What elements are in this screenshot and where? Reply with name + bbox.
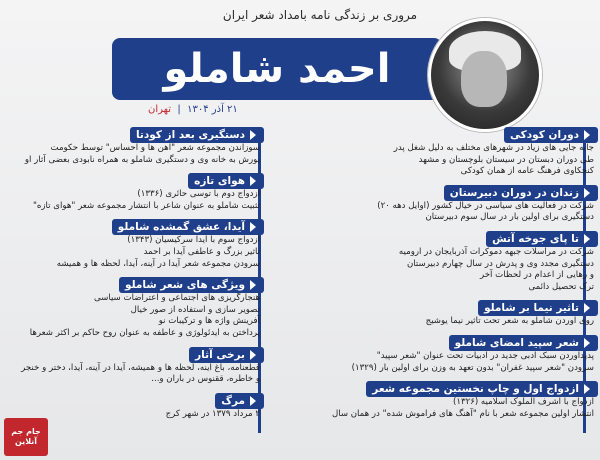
birth-date: ۲۱ آذر ۱۳۰۴ | تهران: [148, 104, 238, 115]
section-line: ازدواج دوم با توسی حائری (۱۳۳۶): [137, 189, 260, 200]
section-line: شرکت در فعالیت های سیاسی در خیال کشور (اوایل دهه ۲۰): [377, 200, 594, 211]
section-line: پرداختن به ایدئولوژی و عاطفه به عنوان روح حاکم بر اکثر شعرها: [29, 327, 260, 338]
arrow-icon: [250, 222, 256, 232]
arrow-icon: [584, 234, 590, 244]
section-line: کنجکاوی فرهنگ عامه از همان کودکی: [460, 166, 594, 177]
section-heading: [112, 219, 264, 235]
arrow-icon: [250, 176, 256, 186]
section-line: یورش به خانه وی و دستگیری شاملو به همراه نابودی بعضی آثار او: [24, 154, 260, 165]
section-line: قطعنامه، باغ آینه، لحظه ها و همیشه، آیدا در آینه، آیدا، دختر و خنجر: [21, 362, 260, 373]
right-column: [302, 123, 598, 423]
timeline-section: [302, 227, 598, 293]
birth-date-text: ۲۱ آذر ۱۳۰۴: [187, 104, 238, 115]
publisher-logo: [4, 418, 48, 456]
section-heading: [444, 185, 598, 201]
section-line: ازدواج سوم با آیدا سرکیسیان (۱۳۴۳): [127, 235, 260, 246]
timeline-section: [302, 331, 598, 374]
timeline-section: [14, 389, 264, 421]
section-line: دستگیری برای اولین بار در سال سوم دبیرستان: [425, 212, 594, 223]
section-heading-text: تاثیر نیما بر شاملو: [484, 302, 579, 315]
section-line: ازدواج با اشرف الملوک اسلامیه (۱۳۲۶): [452, 397, 594, 408]
birth-city: تهران: [148, 104, 172, 115]
section-line: پدیدآوردن سبک ادبی جدید در ادبیات تحت عنوان "شعر سپید": [376, 350, 594, 361]
section-heading-text: ویژگی های شعر شاملو: [125, 279, 245, 292]
section-line: سوزاندن مجموعه شعر "آهن ها و احساس" توسط حکومت: [50, 143, 260, 153]
section-heading-text: زندان در دوران دبیرستان: [449, 186, 579, 199]
timeline-section: [302, 123, 598, 178]
section-heading-text: مرگ: [221, 394, 245, 407]
section-line: تصویر سازی و استفاده از صور خیال: [130, 304, 260, 315]
section-heading: [119, 277, 264, 293]
timeline-section: [14, 215, 264, 270]
section-heading: [486, 231, 598, 247]
arrow-icon: [250, 350, 256, 360]
section-line: و رهایی از اعدام در لحظات آخر: [479, 270, 594, 281]
section-line: دستگیری مجدد وی و پدرش در سال چهارم دبیرستان: [406, 258, 594, 269]
subtitle: مروری بر زندگی نامه بامداد شعر ایران: [222, 8, 418, 22]
section-line: آفرینش واژه ها و ترکیبات نو: [158, 316, 260, 327]
section-line: ترک تحصیل دائمی: [528, 281, 594, 292]
timeline-section: [302, 181, 598, 224]
arrow-icon: [584, 384, 590, 394]
section-line: تثبیت شاملو به عنوان شاعر با انتشار مجموعه شعر "هوای تازه": [32, 200, 260, 211]
portrait-face: [461, 51, 507, 107]
section-heading: [189, 347, 264, 363]
logo-line2: آنلاین: [14, 437, 38, 446]
section-heading-text: برخی آثار: [195, 348, 245, 361]
section-heading-text: آیدا، عشق گمشده شاملو: [117, 221, 245, 234]
section-heading-text: دوران کودکی: [510, 129, 579, 141]
section-heading-text: دستگیری بعد از کودتا: [135, 129, 245, 141]
arrow-icon: [584, 338, 590, 348]
section-line: تاثیر بزرگ و عاطفی آیدا بر احمد: [143, 246, 260, 257]
page-title: احمد شاملو: [112, 38, 442, 100]
portrait-photo: [428, 18, 542, 132]
logo-line1: جام جم: [11, 427, 41, 436]
section-line: ۲ مرداد ۱۳۷۹ در شهر کرج: [165, 408, 260, 419]
timeline-section: [302, 296, 598, 328]
timeline-section: [14, 273, 264, 339]
section-heading-text: هوای تازه: [194, 175, 245, 188]
arrow-icon: [584, 188, 590, 198]
section-heading: [366, 381, 598, 397]
section-heading-text: شعر سپید امضای شاملو: [454, 336, 579, 349]
section-line: انتشار اولین مجموعه شعر با نام "آهنگ های فراموش شده" در همان سال: [331, 408, 594, 419]
section-line: سرودن "شعر سپید غفران" بدون تعهد به وزن برای اولین بار (۱۳۲۹): [351, 362, 594, 373]
section-heading: [449, 335, 598, 351]
arrow-icon: [250, 280, 256, 290]
section-heading: [188, 173, 264, 189]
section-line: جابه جایی های زیاد در شهرهای مختلف به دلیل شغل پدر: [393, 143, 594, 153]
left-column: [14, 123, 264, 423]
arrow-icon: [584, 130, 590, 140]
arrow-icon: [584, 303, 590, 313]
section-heading: [504, 127, 598, 143]
section-line: طی دوران دبستان در سیستان بلوچستان و مشهد: [418, 154, 594, 165]
section-heading: [130, 127, 264, 143]
section-line: شرکت در مراسلات جبهه دموکرات آذربایجان در ارومیه: [398, 246, 594, 257]
section-heading-text: تا پای جوخه آتش: [492, 232, 579, 245]
arrow-icon: [250, 130, 256, 140]
arrow-icon: [250, 396, 256, 406]
section-heading: [215, 393, 264, 409]
section-heading: [478, 300, 598, 316]
timeline-section: [302, 377, 598, 420]
timeline-section: [14, 343, 264, 386]
section-line: سرودن مجموعه شعر آیدا در آینه، آیدا، لحظه ها و همیشه: [56, 258, 260, 269]
timeline-section: [14, 123, 264, 166]
section-heading-text: ازدواج اول و چاپ نخستین مجموعه شعر: [372, 383, 579, 396]
timeline-section: [14, 169, 264, 212]
section-line: و خاطره، ققنوس در باران و...: [151, 374, 260, 385]
section-line: روی آوردن شاملو به شعر تحت تاثیر نیما یوشیج: [425, 316, 594, 327]
section-line: هنجارگریزی های اجتماعی و اعتراضات سیاسی: [93, 293, 260, 304]
